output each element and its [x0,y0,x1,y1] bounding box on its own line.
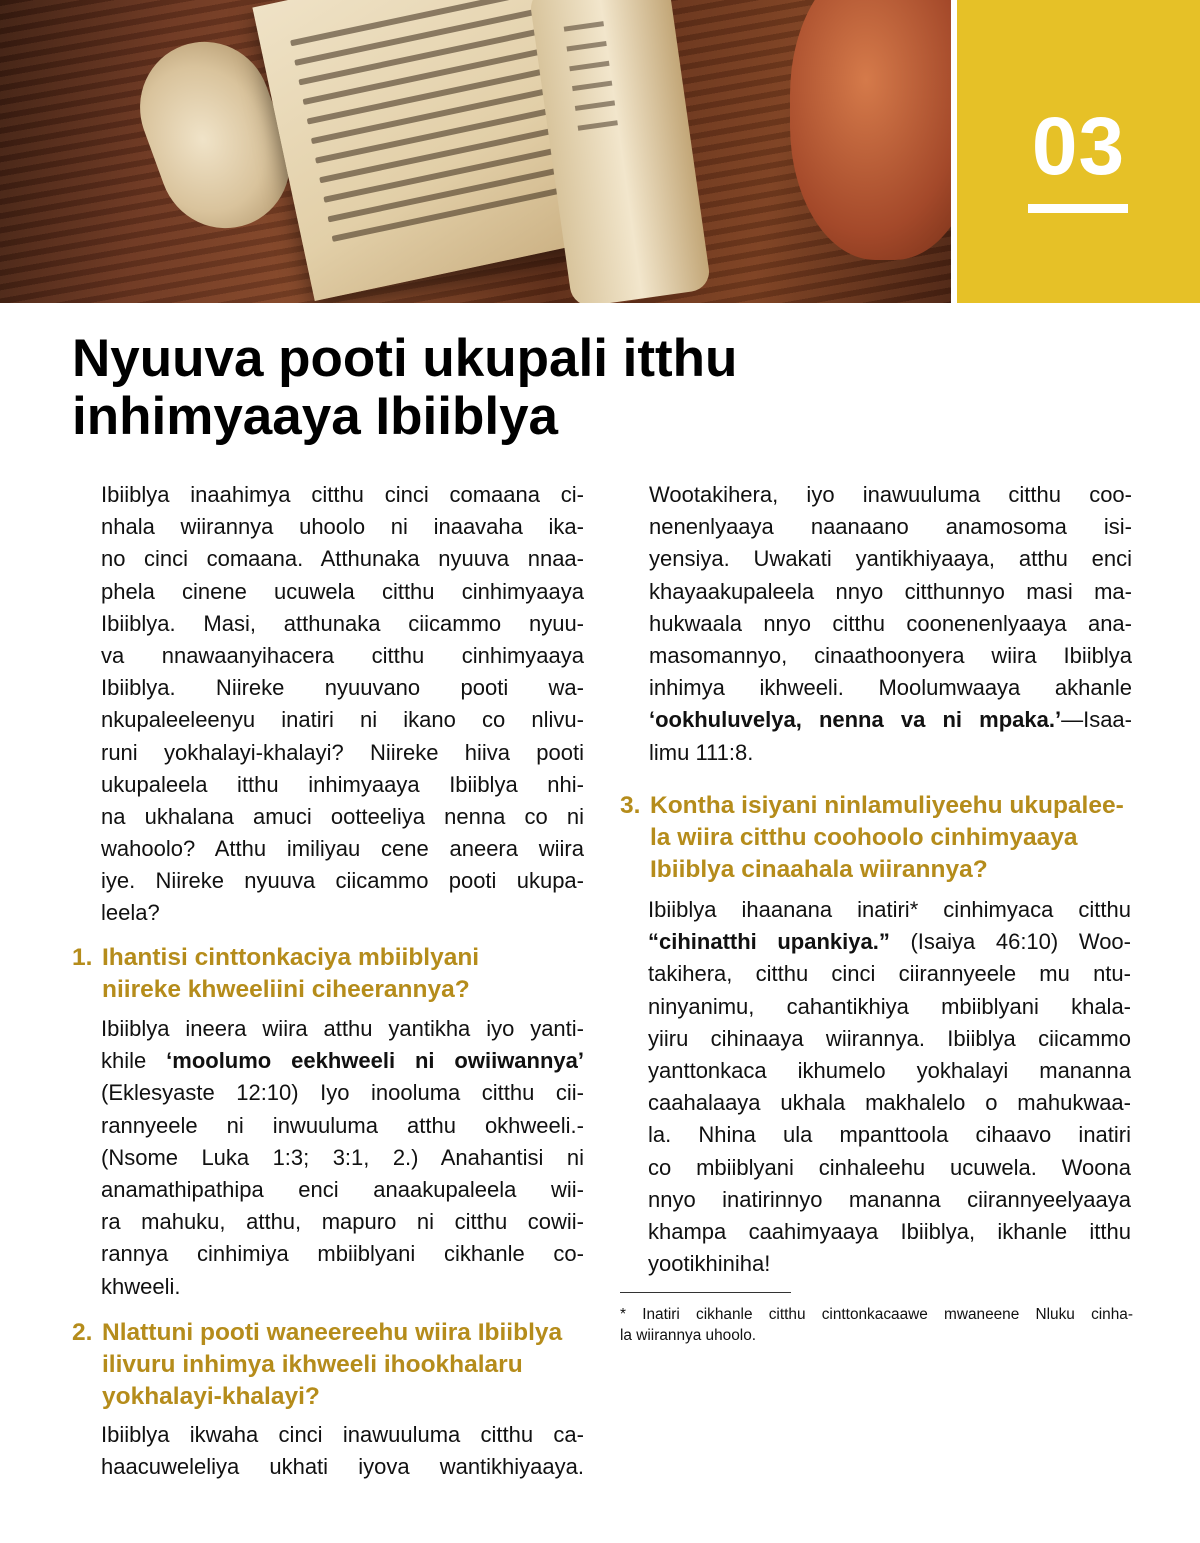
text-line: runi yokhalayi-khalayi? Niireke hiiva pooti [101,739,584,765]
question-line: Kontha isiyani ninlamuliyeehu ukupalee- [650,792,1124,819]
text-line: khampa caahimyaaya Ibiiblya, ikhanle itthu [648,1218,1131,1244]
footnote-divider [620,1292,791,1293]
title-line: inhimyaaya Ibiiblya [72,387,559,446]
text-line: yiiru cihinaaya wiirannya. Ibiiblya ciicammo [648,1025,1131,1051]
text-segment: khile [101,1048,167,1074]
text-line: inhimya ikhweeli. Moolumwaaya akhanle [649,675,1132,701]
text-line: rannyeele ni inwuuluma atthu okhweeli.- [101,1112,584,1138]
text-line: Ibiiblya ikwaha cinci inawuuluma citthu ca- [101,1422,584,1447]
text-line: yootikhiniha! [648,1251,771,1277]
text-line [101,1045,585,1077]
text-line: * Inatiri cikhanle citthu cinttonkacaawe mwaneene Nluku cinha- [620,1306,1133,1323]
text-line: anamathipathipa enci anaakupaleela wii- [101,1176,584,1202]
text-line: hukwaala nnyo citthu coonenenlyaaya ana- [649,610,1132,636]
emphasized-quote: ‘ookhuluvelya, nenna va ni mpaka.’ [649,707,1062,733]
question-line: Nlattuni pooti waneereehu wiira Ibiiblya [102,1319,563,1346]
text-line: nkupaleeleenyu inatiri ni ikano co nlivu- [101,707,584,733]
intro-paragraph [101,479,585,930]
question-heading-2 [72,1317,592,1414]
lesson-number: 03 [1031,101,1126,192]
text-line: leela? [101,900,160,926]
text-line: caahalaaya ukhala makhalelo o mahukwaa- [648,1090,1131,1116]
question-number: 3. [620,792,641,819]
text-line: Ibiiblya. Niireke nyuuvano pooti wa- [101,675,584,701]
text-segment: (Isaiya 46:10) Woo- [889,929,1131,955]
question-line: la wiira citthu coohoolo cinhimyaaya [650,824,1078,852]
text-line: limu 111:8. [649,739,754,765]
question-text [102,1317,582,1414]
emphasized-quote: ‘moolumo eekhweeli ni owiiwannya’ [166,1048,584,1074]
badge-underline [1028,204,1128,213]
text-line: co mbiiblyani cinhaleehu ucuwela. Woona [648,1154,1131,1180]
text-line: (Eklesyaste 12:10) Iyo inooluma citthu cii- [101,1080,584,1106]
title-line: Nyuuva pooti ukupali itthu [72,329,738,388]
text-line: yensiya. Uwakati yantikhiyaaya, atthu enci [649,546,1132,572]
emphasized-quote: “cihinatthi upankiya.” [648,929,890,955]
page-title [72,330,737,446]
text-line: Ibiiblya ineera wiira atthu yantikha iyo yanti- [101,1016,584,1041]
text-line: ninyanimu, cahantikhiya mbiiblyani khala- [648,993,1131,1019]
text-line [649,704,1133,736]
text-line: nhala wiirannya uhoolo ni inaavaha ika- [101,514,584,540]
question-text [650,790,1130,887]
text-line: no cinci comaana. Atthunaka nyuuva nnaa- [101,546,584,572]
text-line: khweeli. [101,1273,181,1299]
question-text [102,942,582,1006]
question-line: yokhalayi-khalayi? [102,1383,320,1411]
question-line: ilivuru inhimya ikhweeli ihookhalaru [102,1351,523,1379]
lesson-number-badge [957,0,1200,303]
header-photo-scrolls [0,0,951,303]
text-line: Ibiiblya inaahimya citthu cinci comaana ci- [101,482,584,507]
text-line: la. Nhina ula mpanttoola cihaavo inatiri [648,1122,1131,1148]
text-line: ukupaleela itthu inhimyaaya Ibiiblya nhi- [101,771,584,797]
question-number: 2. [72,1319,93,1346]
question-line: Ihantisi cinttonkaciya mbiiblyani [102,944,480,971]
footnote [620,1304,1134,1346]
question-line: niireke khweeliini ciheerannya? [102,976,470,1004]
text-line: na ukhalana amuci ootteeliya nenna co ni [101,803,584,829]
text-line: Ibiiblya. Masi, atthunaka ciicammo nyuu- [101,610,584,636]
text-line: phela cinene ucuwela citthu cinhimyaaya [101,578,584,604]
answer-paragraph-3 [648,894,1132,1280]
text-line: nenenlyaaya naanaano anamosoma isi- [649,514,1132,540]
text-line: masomannyo, cinaathoonyera wiira Ibiiblya [649,642,1132,668]
text-line: yanttonkaca ikhumelo yokhalayi mananna [648,1057,1131,1083]
text-segment: —Isaa- [1061,707,1132,733]
question-heading-1 [72,942,592,1007]
question-number: 1. [72,944,93,971]
text-line: khayaakupaleela nnyo citthunnyo masi ma- [649,578,1132,604]
answer-paragraph-2 [101,1419,585,1483]
text-line: Wootakihera, iyo inawuuluma citthu coo- [649,482,1132,507]
text-line: rannya cinhimiya mbiiblyani cikhanle co- [101,1241,584,1267]
text-line: la wiirannya uhoolo. [620,1327,757,1344]
text-line: iye. Niireke nyuuva ciicammo pooti ukupa- [101,868,584,894]
text-line: Ibiiblya ihaanana inatiri* cinhimyaca citthu [648,897,1131,922]
text-line: wahoolo? Atthu imiliyau cene aneera wiira [101,836,584,862]
text-line: nnyo inatirinnyo mananna ciirannyeelyaaya [648,1186,1131,1212]
answer-paragraph-2-continued [649,479,1133,769]
text-line: va nnawaanyihacera citthu cinhimyaaya [101,642,584,668]
question-line: Ibiiblya cinaahala wiirannya? [650,856,988,884]
text-line: takihera, citthu cinci ciirannyeele mu ntu- [648,961,1131,987]
text-line [648,926,1132,958]
text-line: ra mahuku, atthu, mapuro ni citthu cowii- [101,1209,584,1235]
answer-paragraph-1 [101,1013,585,1303]
question-heading-3 [620,790,1140,887]
text-line: (Nsome Luka 1:3; 3:1, 2.) Anahantisi ni [101,1144,584,1170]
text-line: haacuweleliya ukhati iyova wantikhiyaaya. [101,1454,584,1480]
